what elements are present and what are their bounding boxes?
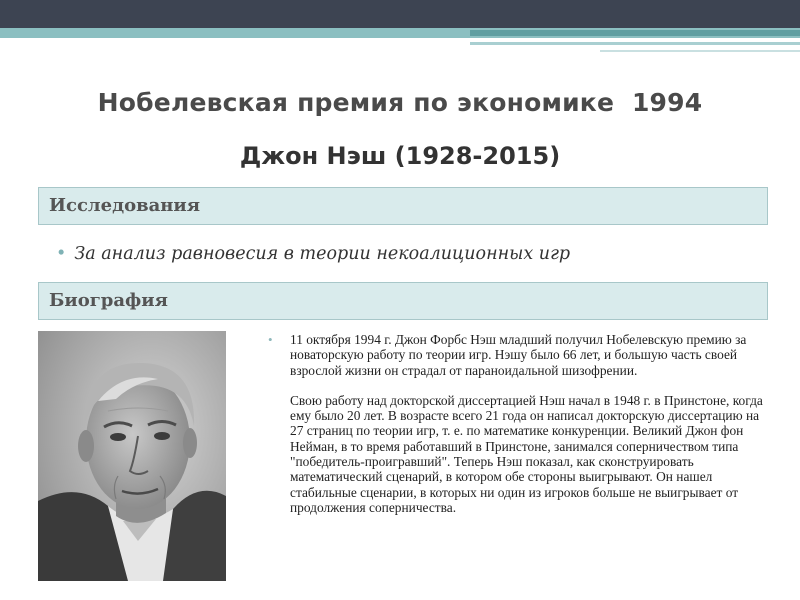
- biography-header-band: [38, 282, 768, 320]
- bullet-icon: •: [56, 244, 67, 264]
- biography-paragraph-1: 11 октября 1994 г. Джон Форбс Нэш младший получил Нобелевскую премию за новаторскую работу по теории игр. Нэшу было 66 лет, и большую часть своей взрослой жизни он страдал от параноидальной шизофрении.: [290, 332, 747, 378]
- research-header-band: [38, 187, 768, 225]
- research-item: [56, 244, 570, 264]
- top-decor-stripe-dark: [470, 30, 800, 36]
- research-item-text: За анализ равновесия в теории некоалиционных игр: [74, 244, 571, 264]
- top-decor-bar: [0, 0, 800, 28]
- bullet-icon: •: [268, 332, 273, 347]
- slide-title: Нобелевская премия по экономике 1994: [97, 88, 703, 117]
- top-decor-stripe-faint: [600, 50, 800, 52]
- top-decor-stripe-light: [470, 42, 800, 45]
- portrait-photo: [38, 331, 226, 581]
- slide-subtitle: Джон Нэш (1928-2015): [239, 142, 561, 170]
- biography-paragraph-2: Свою работу над докторской диссертацией Нэш начал в 1948 г. в Принстоне, когда ему было 20 лет. В возрасте всего 21 года он написал докторскую диссертацию на 27 страниц по теории игр, т. е. по математике конкуренции. Великий Джон фон Нейман, в то время работавший в Принстоне, занимался соперничеством типа "победитель-проигравший". Теперь Нэш показал, как сконструировать математический сценарий, в котором обе стороны выигрывают. Он нашел стабильные сценарии, в которых ни один из игроков больше не выигрывает от продолжения соперничества.: [290, 392, 763, 515]
- biography-text: [268, 332, 768, 530]
- biography-heading: Биография: [49, 290, 168, 311]
- research-heading: Исследования: [49, 195, 201, 216]
- portrait-illustration: [38, 331, 226, 581]
